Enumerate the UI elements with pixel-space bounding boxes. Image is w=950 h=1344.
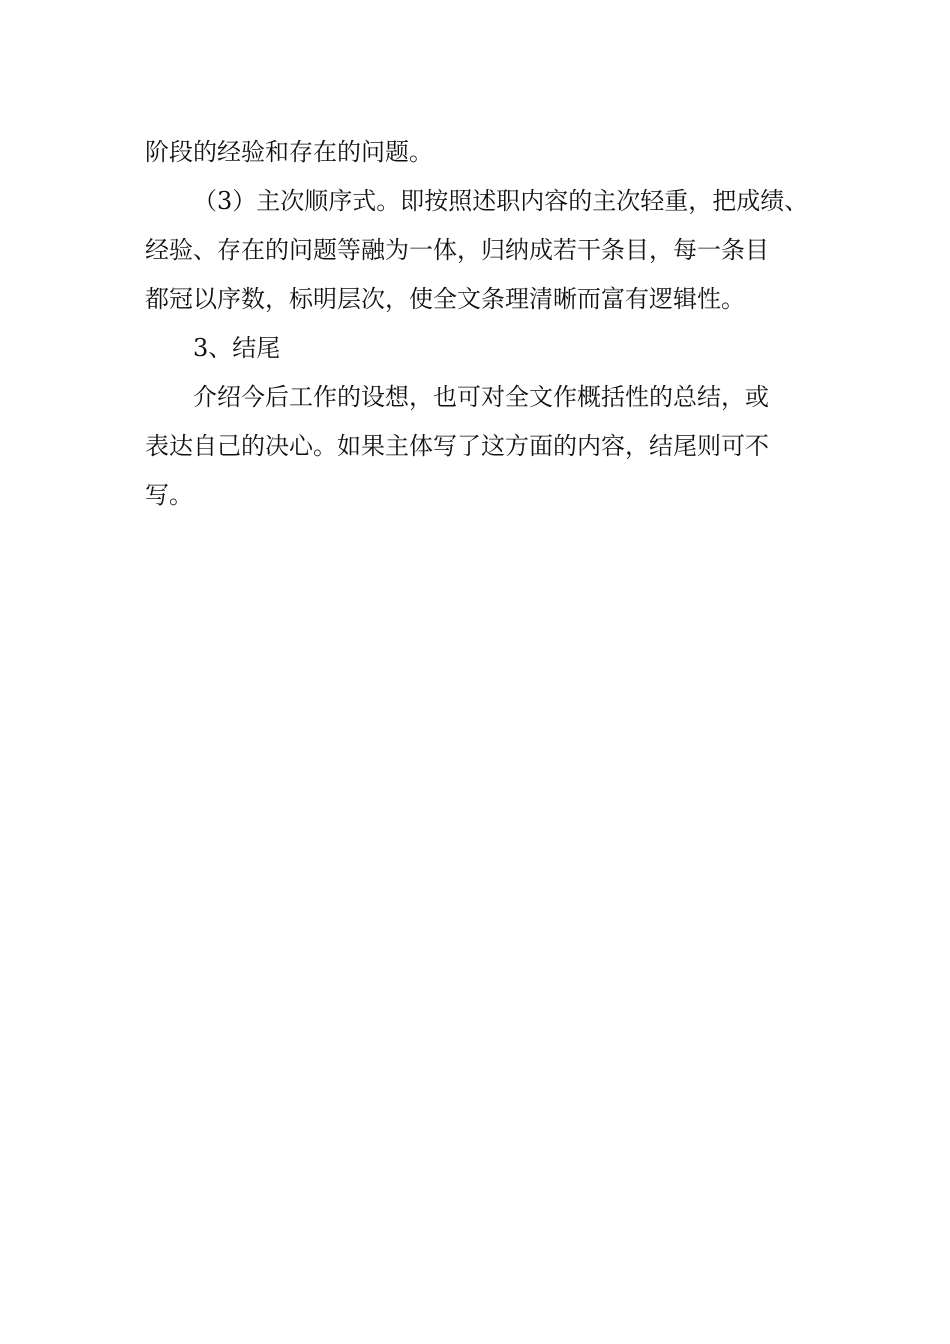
paragraph-item-3-line: （3）主次顺序式。即按照述职内容的主次轻重，把成绩、 xyxy=(193,187,809,215)
paragraph-ending-line: 写。 xyxy=(145,481,193,509)
paragraph-continuation-line: 阶段的经验和存在的问题。 xyxy=(145,138,433,166)
paragraph-item-3-line: 经验、存在的问题等融为一体，归纳成若干条目，每一条目 xyxy=(145,236,769,264)
document-body xyxy=(145,128,810,520)
section-heading-ending: 3、结尾 xyxy=(193,334,281,362)
paragraph-item-3-line: 都冠以序数，标明层次，使全文条理清晰而富有逻辑性。 xyxy=(145,285,745,313)
paragraph-ending-line: 介绍今后工作的设想，也可对全文作概括性的总结，或 xyxy=(193,383,769,411)
paragraph-ending-line: 表达自己的决心。如果主体写了这方面的内容，结尾则可不 xyxy=(145,432,769,460)
